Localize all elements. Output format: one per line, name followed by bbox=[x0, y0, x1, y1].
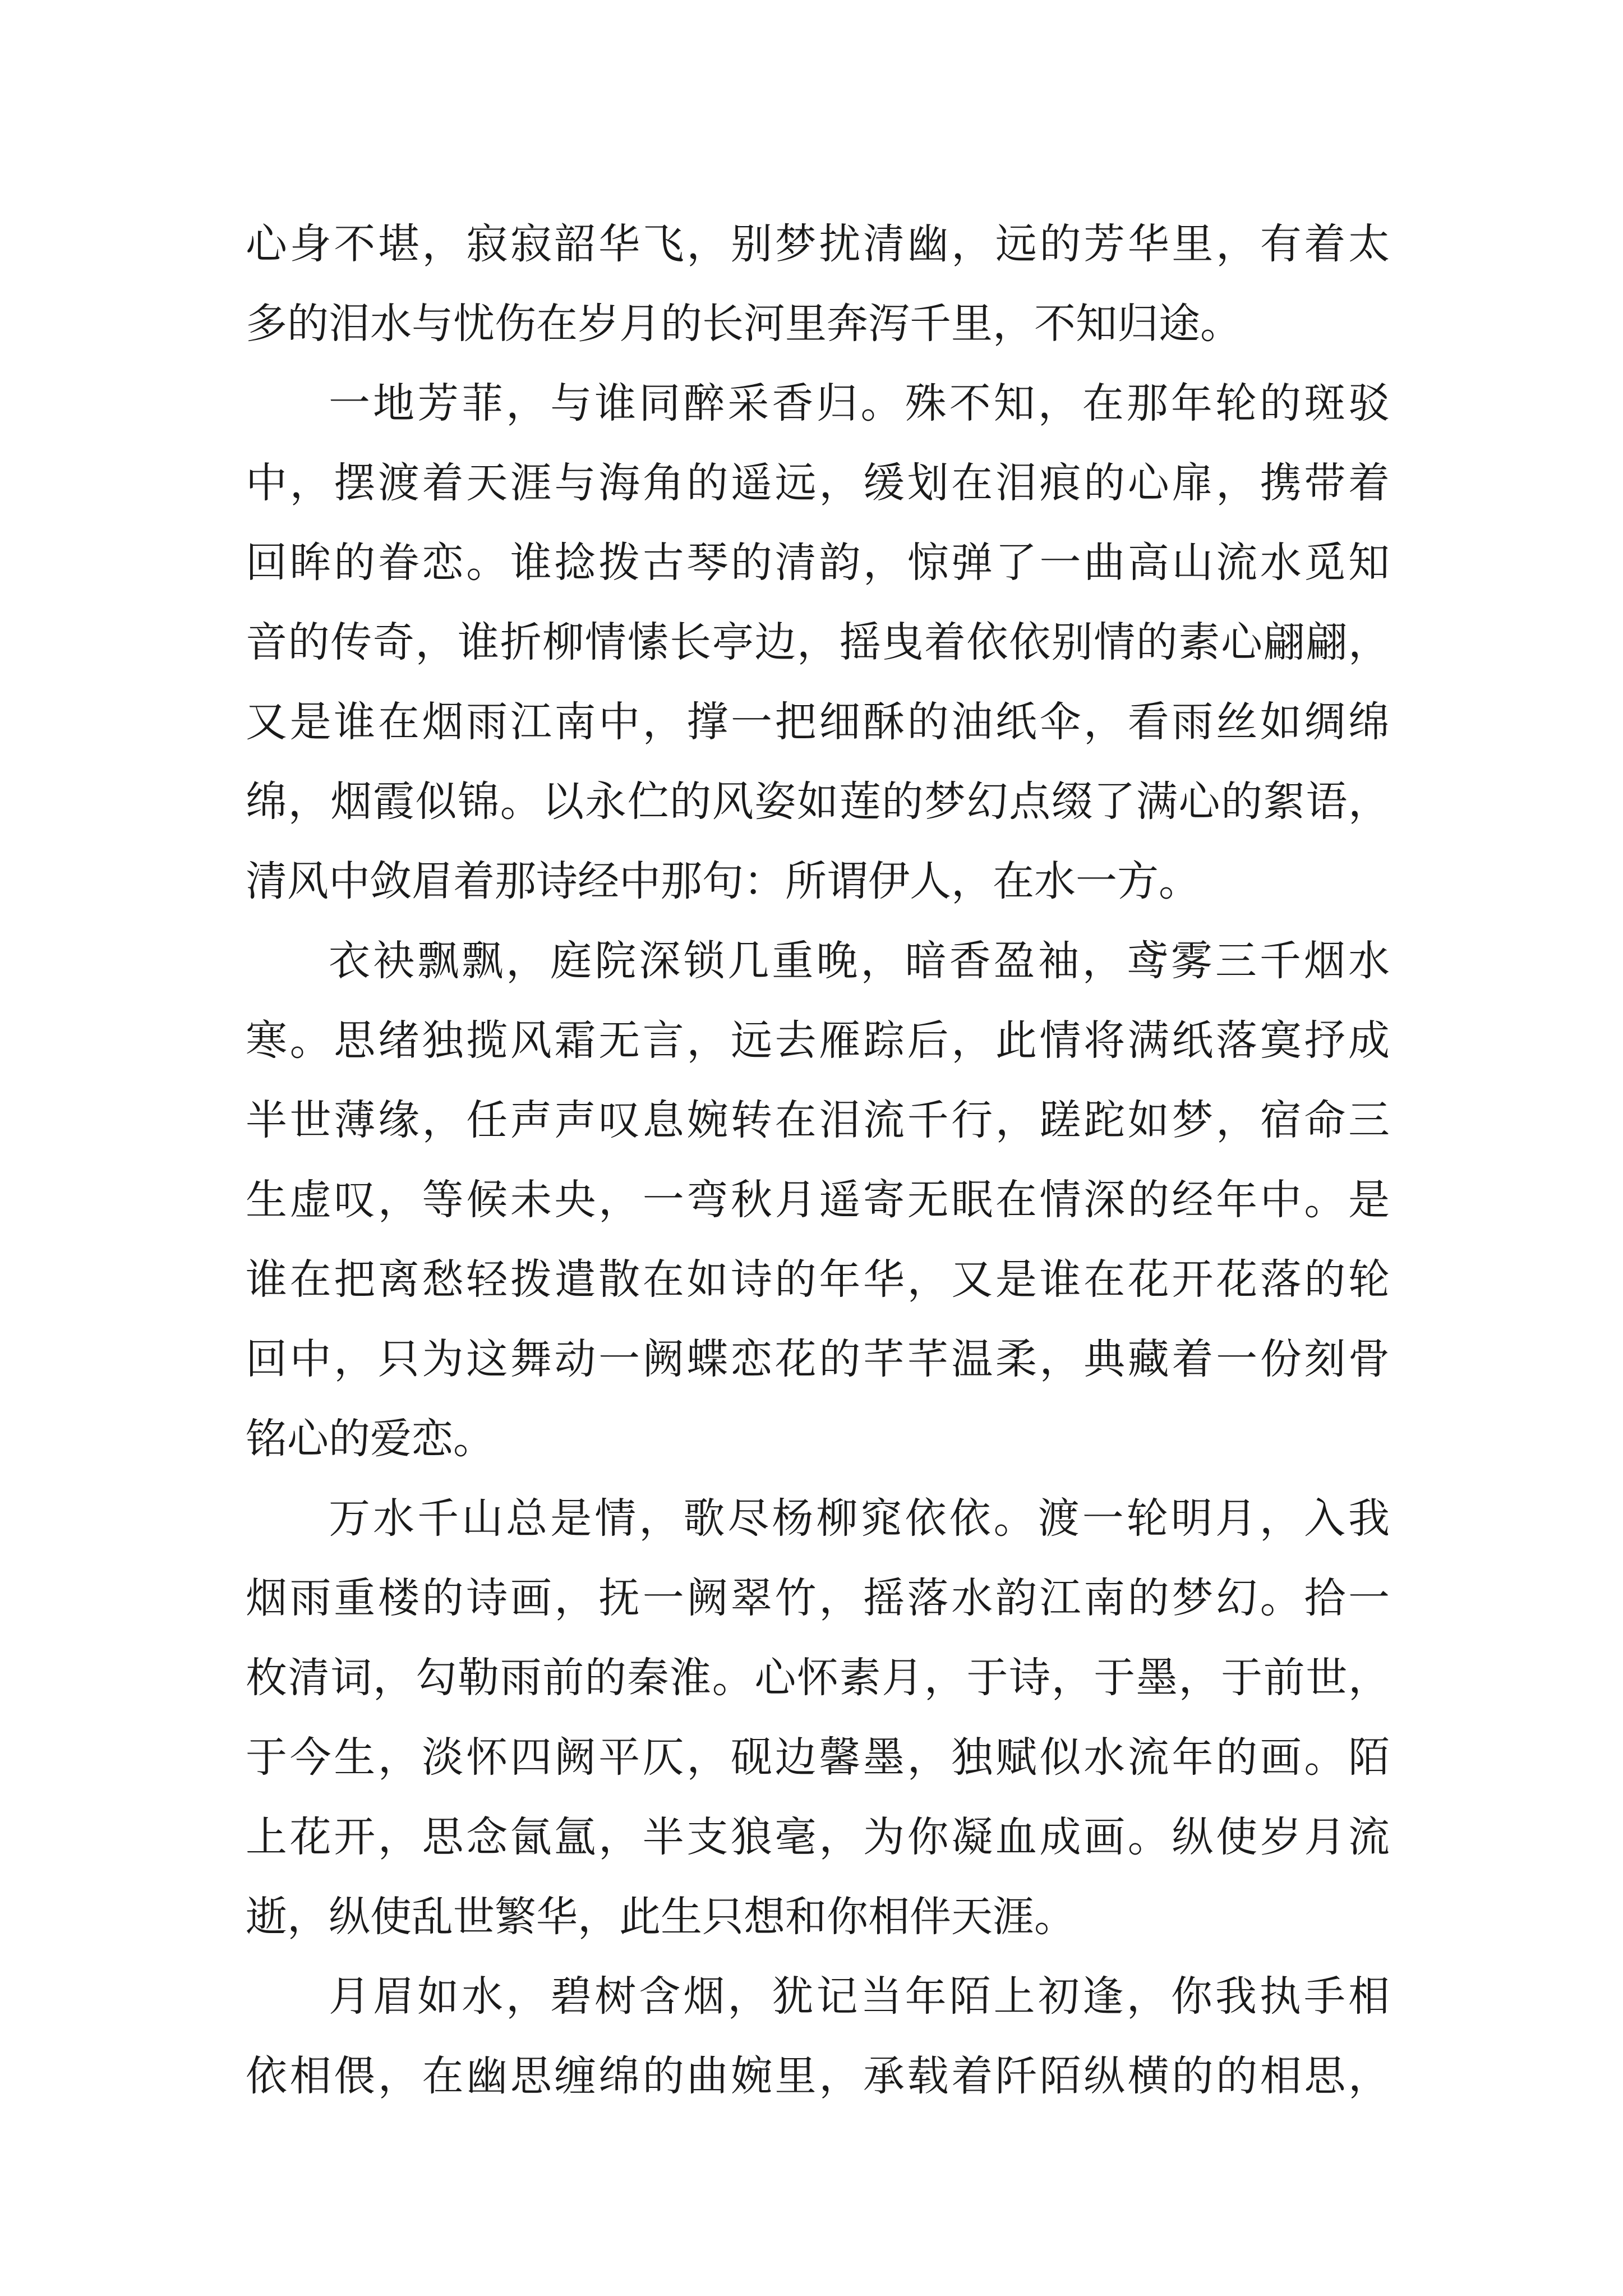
text-line: 又是谁在烟雨江南中，撑一把细酥的油纸伞，看雨丝如绸绵 bbox=[246, 698, 1390, 746]
paragraph bbox=[246, 1479, 1390, 1957]
text-line: 逝，纵使乱世繁华，此生只想和你相伴天涯。 bbox=[246, 1893, 1076, 1941]
paragraph bbox=[246, 364, 1390, 921]
text-line: 回眸的眷恋。谁捻拨古琴的清韵，惊弹了一曲高山流水觅知 bbox=[246, 539, 1390, 587]
text-line: 衣袂飘飘，庭院深锁几重晚，暗香盈袖，鸢雾三千烟水 bbox=[329, 937, 1390, 985]
text-line: 多的泪水与忧伤在岁月的长河里奔泻千里，不知归途。 bbox=[246, 300, 1242, 348]
paragraph bbox=[246, 204, 1390, 364]
text-line: 铭心的爱恋。 bbox=[246, 1415, 495, 1463]
text-line: 心身不堪，寂寂韶华飞，别梦扰清幽，远的芳华里，有着太 bbox=[246, 220, 1390, 268]
text-line: 上花开，思念氤氲，半支狼毫，为你凝血成画。纵使岁月流 bbox=[246, 1813, 1390, 1861]
text-line: 月眉如水，碧树含烟，犹记当年陌上初逢，你我执手相 bbox=[329, 1972, 1390, 2021]
text-line: 半世薄缘，任声声叹息婉转在泪流千行，蹉跎如梦，宿命三 bbox=[246, 1096, 1390, 1144]
text-line: 枚清词，勾勒雨前的秦淮。心怀素月，于诗，于墨，于前世， bbox=[246, 1654, 1390, 1702]
text-line: 中，摆渡着天涯与海角的遥远，缓划在泪痕的心扉，携带着 bbox=[246, 459, 1390, 507]
text-line: 清风中敛眉着那诗经中那句：所谓伊人，在水一方。 bbox=[246, 857, 1200, 905]
text-line: 烟雨重楼的诗画，抚一阙翠竹，摇落水韵江南的梦幻。拾一 bbox=[246, 1574, 1390, 1622]
text-line: 一地芳菲，与谁同醉采香归。殊不知，在那年轮的斑驳 bbox=[329, 379, 1390, 427]
text-line: 音的传奇，谁折柳情愫长亭边，摇曳着依依别情的素心翩翩， bbox=[246, 618, 1390, 666]
text-line: 绵，烟霞似锦。以永伫的风姿如莲的梦幻点缀了满心的絮语， bbox=[246, 777, 1390, 826]
text-line: 回中，只为这舞动一阙蝶恋花的芊芊温柔，典藏着一份刻骨 bbox=[246, 1335, 1390, 1383]
text-line: 谁在把离愁轻拨遣散在如诗的年华，又是谁在花开花落的轮 bbox=[246, 1255, 1390, 1304]
paragraph bbox=[246, 921, 1390, 1479]
body-text bbox=[246, 204, 1390, 2116]
text-line: 寒。思绪独揽风霜无言，远去雁踪后，此情将满纸落寞抒成 bbox=[246, 1016, 1390, 1065]
text-line: 于今生，淡怀四阙平仄，砚边馨墨，独赋似水流年的画。陌 bbox=[246, 1733, 1390, 1782]
paragraph bbox=[246, 1957, 1390, 2116]
text-line: 万水千山总是情，歌尽杨柳窕依依。渡一轮明月，入我 bbox=[329, 1494, 1390, 1543]
text-line: 生虚叹，等候未央，一弯秋月遥寄无眠在情深的经年中。是 bbox=[246, 1176, 1390, 1224]
text-line: 依相偎，在幽思缠绵的曲婉里，承载着阡陌纵横的的相思， bbox=[246, 2052, 1390, 2100]
